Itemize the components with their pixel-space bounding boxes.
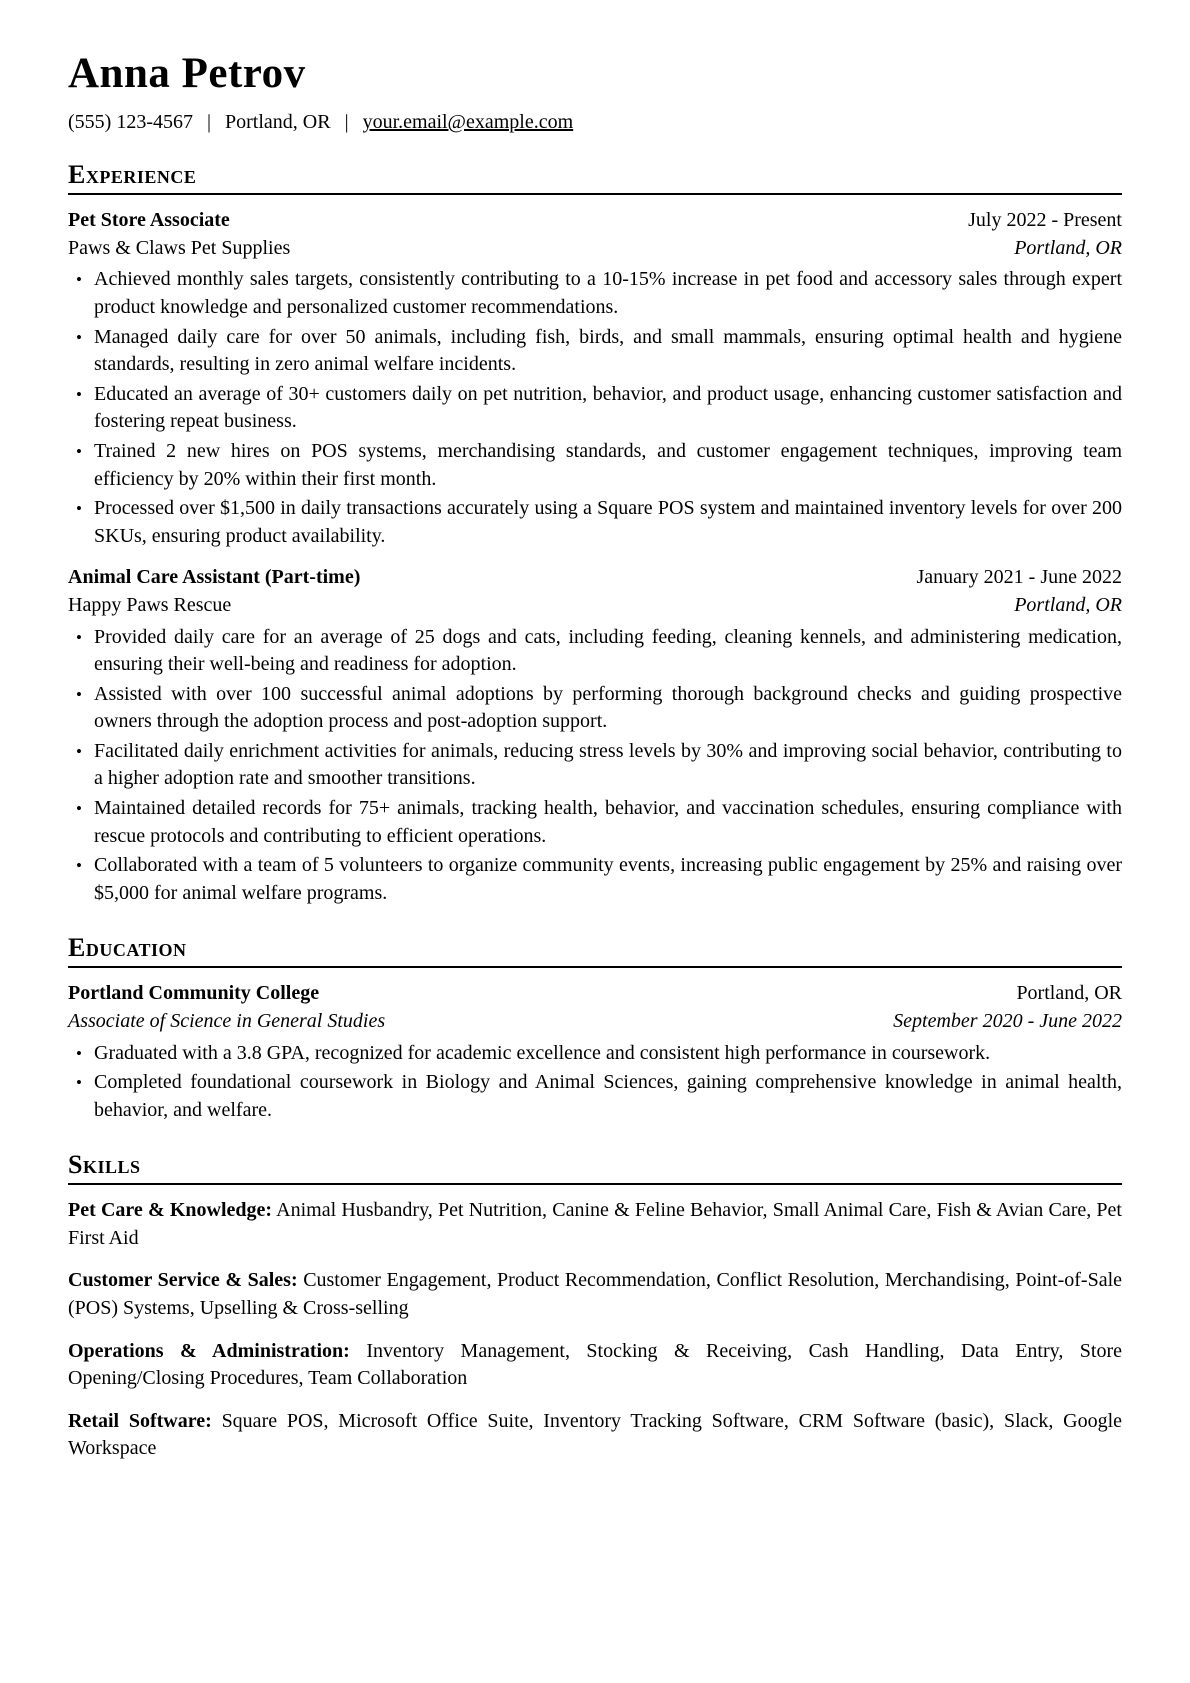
bullet-item: • Trained 2 new hires on POS systems, merchandising standards, and customer engagement techniques, improving team efficiency by 20% within their first month. [94,438,1122,493]
skills-section-title: Skills [68,1150,141,1180]
skill-group-items: Customer Engagement, Product Recommendation, Conflict Resolution, Merchandising, Point-of-Sale (POS) Systems, Upselling & Cross-selling [68,1269,1122,1319]
job-bullet-list [68,624,1122,908]
contact-separator: | [206,111,211,134]
school-location: Portland, OR [1016,982,1122,1005]
skill-group [68,1267,1122,1322]
entry-title-row [68,564,1122,592]
skills-section [68,1150,1122,1463]
skill-group [68,1408,1122,1463]
bullet-item: • Provided daily care for an average of 25 dogs and cats, including feeding, cleaning kennels, and administering medication, ensuring their well-being and readiness for adoption. [94,624,1122,679]
degree-name: Associate of Science in General Studies [68,1009,386,1032]
job-title: Pet Store Associate [68,209,230,232]
skill-group-label: Retail Software: [68,1409,212,1432]
entry-title-row [68,980,1122,1008]
bullet-item: • Completed foundational coursework in Biology and Animal Sciences, gaining comprehensive knowledge in animal health, behavior, and welfare. [94,1069,1122,1124]
school-name: Portland Community College [68,982,320,1005]
contact-location: Portland, OR [225,111,331,134]
phone-number: (555) 123-4567 [68,111,193,134]
education-section-title: Education [68,933,187,963]
contact-line [68,111,1122,134]
school-dates: September 2020 - June 2022 [893,1009,1122,1032]
bullet-item: • Educated an average of 30+ customers daily on pet nutrition, behavior, and product usage, enhancing customer satisfaction and fostering repeat business. [94,381,1122,436]
skill-group-label: Customer Service & Sales: [68,1269,298,1292]
bullet-item: • Collaborated with a team of 5 volunteers to organize community events, increasing public engagement by 25% and raising over $5,000 for animal welfare programs. [94,852,1122,907]
bullet-item: • Achieved monthly sales targets, consistently contributing to a 10-15% increase in pet food and accessory sales through expert product knowledge and personalized customer recommendations. [94,266,1122,321]
entry-subtitle-row [68,592,1122,620]
section-divider [68,1183,1122,1185]
job-location: Portland, OR [1014,593,1122,616]
person-name: Anna Petrov [68,50,306,97]
education-entry [68,980,1122,1124]
bullet-item: • Graduated with a 3.8 GPA, recognized for academic excellence and consistent high performance in coursework. [94,1040,1122,1068]
job-bullet-list [68,266,1122,550]
bullet-item: • Managed daily care for over 50 animals, including fish, birds, and small mammals, ensuring optimal health and hygiene standards, resulting in zero animal welfare incidents. [94,324,1122,379]
experience-entry [68,564,1122,907]
experience-entry [68,207,1122,550]
skill-group [68,1338,1122,1393]
section-divider [68,966,1122,968]
job-company: Happy Paws Rescue [68,593,232,616]
education-bullet-list [68,1040,1122,1125]
entry-subtitle-row [68,1008,1122,1036]
bullet-item: • Assisted with over 100 successful animal adoptions by performing thorough background checks and guiding prospective owners through the adoption process and post-adoption support. [94,681,1122,736]
education-section [68,933,1122,1124]
skill-group-items: Animal Husbandry, Pet Nutrition, Canine & Feline Behavior, Small Animal Care, Fish & Avian Care, Pet First Aid [68,1199,1122,1249]
bullet-item: • Processed over $1,500 in daily transactions accurately using a Square POS system and maintained inventory levels for over 200 SKUs, ensuring product availability. [94,495,1122,550]
email-link[interactable]: your.email@example.com [362,111,574,134]
job-title: Animal Care Assistant (Part-time) [68,566,361,589]
bullet-item: • Facilitated daily enrichment activities for animals, reducing stress levels by 30% and improving social behavior, contributing to a higher adoption rate and smoother transitions. [94,738,1122,793]
section-divider [68,193,1122,195]
skill-group-items: Square POS, Microsoft Office Suite, Inventory Tracking Software, CRM Software (basic), Slack, Google Workspace [68,1409,1123,1460]
skill-group-label: Operations & Administration: [68,1339,350,1362]
entry-title-row [68,207,1122,235]
experience-section-title: Experience [68,160,197,190]
entry-subtitle-row [68,235,1122,263]
contact-separator: | [344,111,349,134]
skill-group-label: Pet Care & Knowledge: [68,1199,273,1222]
skill-group-items: Inventory Management, Stocking & Receiving, Cash Handling, Data Entry, Store Opening/Closing Procedures, Team Collaboration [68,1339,1123,1390]
job-location: Portland, OR [1014,236,1122,259]
experience-section [68,160,1122,907]
skill-group [68,1197,1122,1252]
job-dates: January 2021 - June 2022 [916,566,1122,589]
job-dates: July 2022 - Present [968,209,1122,232]
job-company: Paws & Claws Pet Supplies [68,236,291,259]
bullet-item: • Maintained detailed records for 75+ animals, tracking health, behavior, and vaccination schedules, ensuring compliance with rescue protocols and contributing to efficient operations. [94,795,1122,850]
